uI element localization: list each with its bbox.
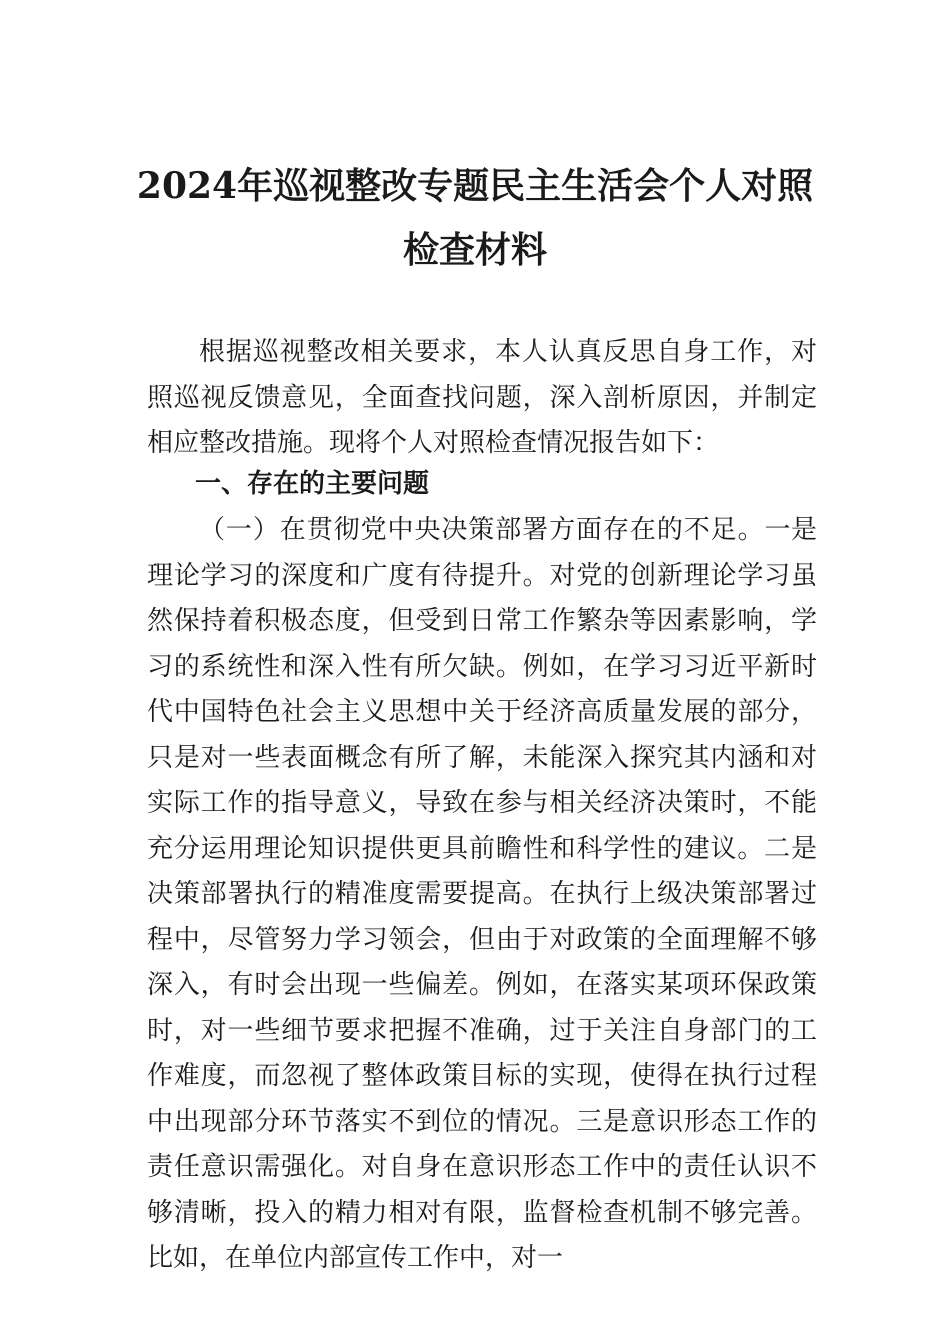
document-title-line2: 检查材料 <box>402 229 547 271</box>
subsection-body: 一是理论学习的深度和广度有待提升。对党的创新理论学习虽然保持着积极态度，但受到日常工作繁杂等因素影响，学习的系统性和深入性有所欠缺。例如，在学习习近平新时代中国特色社会主义思想中关于经济高质量发展的部分，只是对一些表面概念有所了解，未能深入探究其内涵和对实际工作的指导意义，导致在参与相关经济决策时，不能充分运用理论知识提供更具前瞻性和科学性的建议。二是决策部署执行的精准度需要提高。在执行上级决策部署过程中，尽管努力学习领会，但由于对政策的全面理解不够深入，有时会出现一些偏差。例如，在落实某项环保政策时，对一些细节要求把握不准确，过于关注自身部门的工作难度，而忽视了整体政策目标的实现，使得在执行过程中出现部分环节落实不到位的情况。三是意识形态工作的责任意识需强化。对自身在意识形态工作中的责任认识不够清晰，投入的精力相对有限，监督检查机制不够完善。比如，在单位内部宣传工作中，对一 <box>147 515 817 1273</box>
subsection-paragraph <box>147 508 817 1282</box>
document-title-line1: 2024年巡视整改专题民主生活会个人对照 <box>136 165 814 207</box>
subsection-heading: （一）在贯彻党中央决策部署方面存在的不足。 <box>199 515 765 545</box>
intro-paragraph: 根据巡视整改相关要求，本人认真反思自身工作，对照巡视反馈意见，全面查找问题，深入剖析原因，并制定相应整改措施。现将个人对照检查情况报告如下： <box>147 337 817 458</box>
section-heading-problems: 一、存在的主要问题 <box>195 469 430 499</box>
